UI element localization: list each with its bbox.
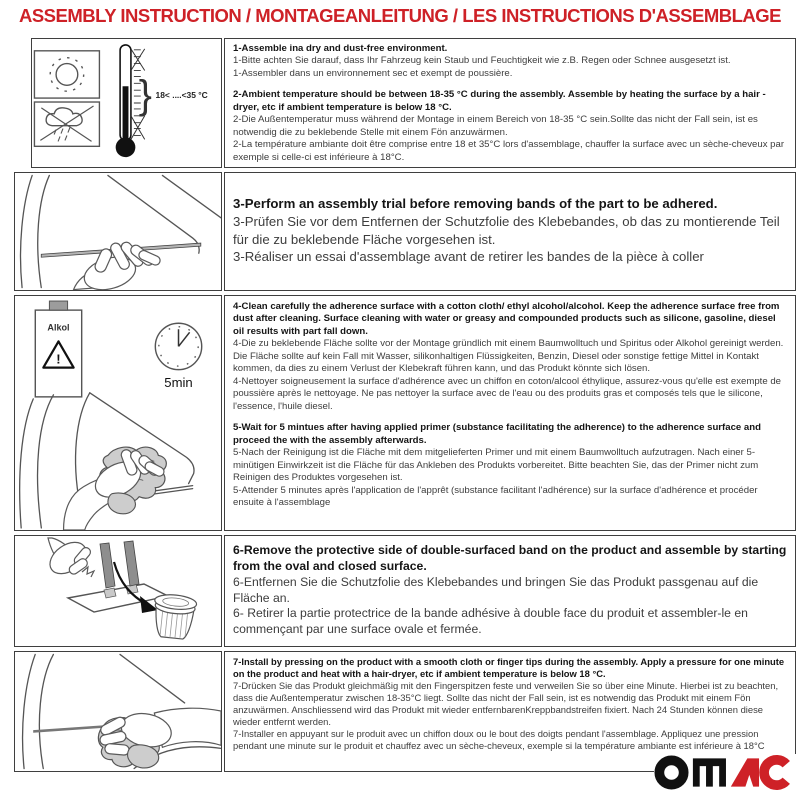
step-2 — [233, 89, 787, 164]
step-3-english: 3-Perform an assembly trial before removing bands of the part to be adhered. — [233, 196, 718, 211]
step-3-german: 3-Prüfen Sie vor dem Entfernen der Schutzfolie des Klebebandes, ob das zu montierende Teil für die zu beklebende Fläche vorgesehen ist. — [233, 213, 780, 247]
instructions-step-6 — [224, 535, 796, 647]
step-6-english: 6-Remove the protective side of double-surfaced band on the product and assemble by starting from the oval and closed surface. — [233, 543, 787, 573]
logo-letter-c — [764, 760, 786, 785]
illustration-press-product — [14, 651, 222, 772]
logo-letter-o — [659, 760, 683, 784]
step-3 — [233, 195, 787, 266]
temperature-range-label: 18< ....<35 °C — [155, 90, 208, 101]
alcohol-bottle-icon — [35, 301, 81, 397]
cloth-flap — [108, 493, 135, 514]
step-4 — [233, 301, 787, 413]
instructions-step-3 — [224, 172, 796, 291]
step-7-french: 7-Installer en appuyant sur le produit avec un chiffon doux ou le bout des doigts pendant l'assemblage. Appliquez une pression pendant une minute sur le produit et chauffez avec un sèche-cheveux, exemple si la température ambiante est inférieure à 18°C — [233, 728, 765, 752]
range-brace: } — [138, 72, 152, 117]
step-7-english: 7-Install by pressing on the product with a smooth cloth or finger tips during the assembly. Apply a pressure for one minute on the product and heat with a hair-dryer, etc if ambient temperature is below 18 °C. — [233, 656, 785, 680]
logo-letter-a — [731, 758, 759, 786]
step-1 — [233, 43, 787, 80]
step-6-german: 6-Entfernen Sie die Schutzfolie des Klebebandes und bringen Sie das Produkt passgenau auf die Fläche an. — [233, 574, 759, 605]
crossed-out-high-temps — [131, 49, 145, 71]
instructions-steps-1-2 — [224, 38, 796, 168]
omac-logo — [654, 754, 796, 790]
step-4-french: 4-Nettoyer soigneusement la surface d'adhérence avec un chiffon en coton/alcool éthylique, assurez-vous qu'elle est exempte de poussière après le nettoyage. Ne pas nettoyer la surface avec de l'eau ou des produits gras et composés tels que le silicone, l'essence, l'huile diesel. — [233, 375, 781, 412]
step-1-french: 1-Assembler dans un environnement sec et exempt de poussière. — [233, 67, 513, 79]
clock-duration-label: 5min — [164, 374, 193, 390]
alcohol-label: Alkol — [47, 322, 70, 333]
step-1-german: 1-Bitte achten Sie darauf, dass Ihr Fahrzeug kein Staub und Feuchtigkeit wie z.B. Regen oder Schnee ausgesetzt ist. — [233, 55, 731, 67]
step-5-french: 5-Attender 5 minutes après l'application de l'apprêt (substance facilitant l'adhérence) sur la surface d'adhérence et procéder ensuite à l'assemblage — [233, 484, 758, 509]
environment-conditions-drawing — [32, 39, 221, 167]
no-rain-icon — [34, 102, 99, 146]
step-4-english: 4-Clean carefully the adherence surface with a cotton cloth/ ethyl alcohol/alcohol. Keep the adherence surface free from dust after cleaning. Surface cleaning with water or greasy and compounded products such as silicone, gasoline, diesel oil results with part fall down. — [233, 301, 780, 337]
thermometer-icon — [116, 45, 208, 157]
step-5 — [233, 422, 787, 509]
instructions-steps-4-5 — [224, 295, 796, 531]
illustration-remove-protective-band — [14, 535, 222, 647]
logo-letter-m — [693, 758, 726, 786]
tape-strips — [100, 541, 139, 588]
warning-exclamation: ! — [56, 351, 61, 367]
clock-icon — [155, 323, 201, 390]
step-6-french: 6- Retirer la partie protectrice de la bande adhésive à double face du produit et assembler-le en commençant par une surface ovale et fermée. — [233, 606, 748, 637]
illustration-assembly-trial — [14, 172, 222, 291]
trash-can-icon — [151, 593, 197, 640]
page-title: ASSEMBLY INSTRUCTION / MONTAGEANLEITUNG / LES INSTRUCTIONS D'ASSEMBLAGE — [18, 5, 782, 26]
illustration-surface-cleaning — [14, 295, 222, 531]
step-5-english: 5-Wait for 5 mintues after having applied primer (substance facilitating the adherence) to the adherence surface and proceed the with the assembly afterwards. — [233, 422, 761, 446]
remove-band-drawing — [15, 536, 221, 646]
step-7-german: 7-Drücken Sie das Produkt gleichmäßig mit den Fingerspitzen feste und verweilen Sie so über eine Minute. Hierbei ist zu beachten, dass die Außentemperatur zwischen 18-35°C liegt. Sollte das nicht der Fall sein, ist es notwendig das Produkt mit einem Fön anzuwärmen. Anschliessend wird das Produkt mit wieder entfernbarenKreppbandstreifen fixiert. Nach 24 Stunden können diese wieder entfernt werden. — [233, 680, 779, 728]
step-2-french: 2-La température ambiante doit être comprise entre 18 et 35°C lors d'assemblage, chauffer la surface avec un sèche-cheveux par exemple si celle-ci est inférieure à 18°C. — [233, 139, 785, 163]
assembly-trial-drawing — [15, 173, 221, 290]
pressing-hand — [99, 708, 221, 755]
step-1-english: 1-Assemble ina dry and dust-free environment. — [233, 43, 448, 54]
sun-icon — [34, 51, 99, 98]
step-2-english: 2-Ambient temperature should be between 18-35 °C during the assembly. Assemble by heating the surface by a hair -dryer, etc if ambient temperature is below 18 °C. — [233, 89, 766, 113]
step-3-french: 3-Réaliser un essai d'assemblage avant de retirer les bandes de la pièce à coller — [233, 249, 704, 265]
step-4-german: 4-Die zu beklebende Fläche sollte vor der Montage gründlich mit einem Baumwolltuch und Spiritus oder Alkohol gereinigt werden. Die Fläche sollte auf kein Fall mit Wasser, silikonhaltigen Flüssigkeiten, Benzin, Diesel oder sonstige fettige Mittel in Kontakt kommen, da dies zu einem Verlust der Klebekraft führen kann, und das Produkt könnte sich lösen. — [233, 338, 784, 375]
illustration-environment-conditions — [31, 38, 222, 168]
surface-cleaning-drawing — [15, 296, 221, 530]
step-7 — [233, 656, 787, 752]
step-5-german: 5-Nach der Reinigung ist die Fläche mit dem mitgelieferten Primer und mit einem Baumwolltuch aufzutragen. Nach einer 5-minütigen Einwirkzeit ist die Fläche für das Ankleben des Produkts vorbereitet. Bitte beachten Sie, das der Primer nicht zum Reinigen des Produktes vorgesehen ist. — [233, 447, 759, 484]
omac-logo-mark — [654, 754, 796, 790]
press-product-drawing — [15, 652, 221, 771]
step-2-german: 2-Die Außentemperatur muss während der Montage in einem Bereich von 18-35 °C sein.Sollte das nicht der Fall sein, ist es notwendig die zu beklebende Stelle mit einem Fön anzuwärmen. — [233, 114, 758, 138]
step-6 — [233, 543, 787, 638]
pinching-hand — [44, 536, 94, 580]
